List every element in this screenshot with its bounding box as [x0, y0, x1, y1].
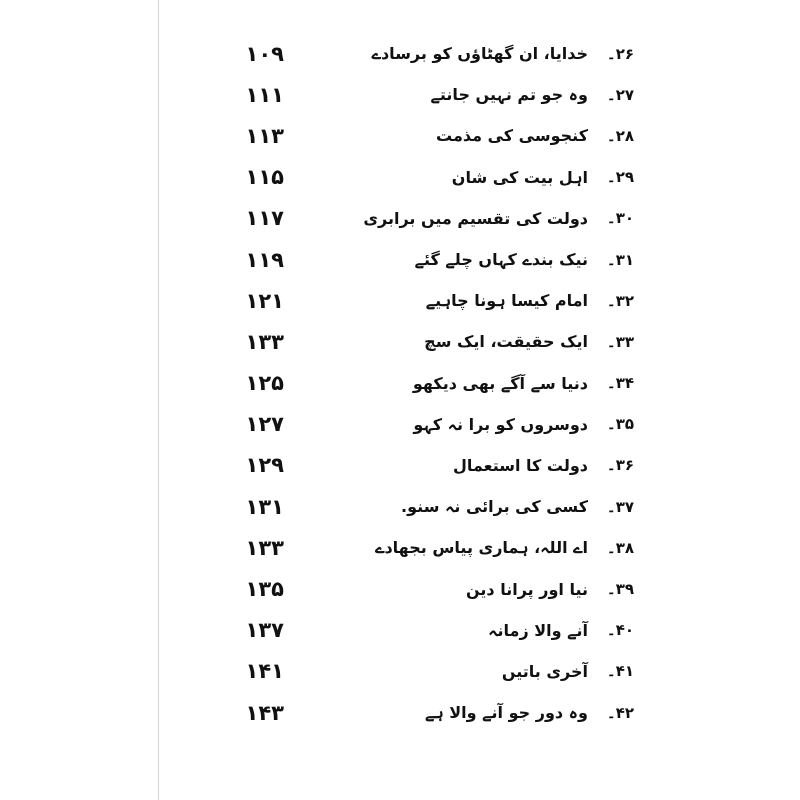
toc-entry-number: ۴۱۔ [606, 662, 634, 681]
toc-page-number: ۱۳۳ [245, 329, 284, 354]
toc-entry [425, 703, 634, 722]
toc-row [204, 651, 634, 692]
toc-entry [413, 374, 634, 393]
toc-entry-title: وہ دور جو آنے والا ہے [424, 703, 588, 723]
toc-row [204, 115, 634, 156]
toc-row [204, 404, 634, 445]
toc-entry-number: ۴۰۔ [606, 621, 634, 640]
toc-entry [488, 621, 634, 640]
toc-entry [413, 415, 634, 434]
toc-entry [502, 662, 634, 681]
toc-entry-title: ایک حقیقت، ایک سچ [424, 332, 588, 352]
toc-entry-title: نیک بندے کہاں چلے گئے [414, 250, 588, 270]
toc-page-number: ۱۱۱ [245, 82, 284, 107]
toc-entry-title: امام کیسا ہونا چاہیے [425, 291, 588, 311]
toc-entry-title: دولت کا استعمال [453, 455, 588, 475]
toc-page-number: ۱۲۱ [245, 288, 284, 313]
toc-entry [452, 168, 634, 187]
toc-row [204, 610, 634, 651]
toc-row [204, 445, 634, 486]
toc-entry-title: وہ جو تم نہیں جانتے [430, 85, 588, 105]
toc-entry-number: ۳۴۔ [606, 374, 634, 393]
toc-entry [363, 209, 634, 228]
toc-entry-title: کنجوسی کی مذمت [436, 126, 588, 146]
toc-row [204, 33, 634, 74]
toc-entry-title: کسی کی برائی نہ سنو. [401, 497, 588, 517]
toc-entry-number: ۳۱۔ [606, 250, 634, 269]
toc-entry-number: ۳۲۔ [606, 291, 634, 310]
toc-entry-title: دولت کی تقسیم میں برابری [363, 208, 588, 228]
toc-entry [375, 538, 634, 557]
toc-row [204, 486, 634, 527]
toc-entry-title: اہل بیت کی شان [451, 167, 588, 187]
toc-entry [436, 126, 634, 145]
table-of-contents [204, 33, 634, 733]
toc-page-number: ۱۴۳ [245, 700, 284, 725]
toc-page-number: ۱۰۹ [245, 41, 284, 66]
toc-entry-number: ۲۹۔ [606, 168, 634, 187]
toc-entry-title: دوسروں کو برا نہ کہو [413, 414, 588, 434]
toc-page-number: ۱۲۵ [245, 371, 284, 396]
toc-row [204, 74, 634, 115]
toc-entry-title: اے اللہ، ہماری پیاس بجھادے [375, 538, 588, 558]
toc-row [204, 692, 634, 733]
toc-row [204, 280, 634, 321]
toc-entry-number: ۳۶۔ [606, 456, 634, 475]
toc-row [204, 568, 634, 609]
toc-entry [424, 332, 634, 351]
toc-entry-number: ۳۰۔ [606, 209, 634, 228]
toc-page-number: ۱۴۱ [245, 659, 284, 684]
toc-page-number: ۱۲۷ [245, 412, 284, 437]
toc-entry [426, 291, 634, 310]
book-page [158, 0, 800, 800]
toc-page-number: ۱۳۵ [245, 577, 284, 602]
toc-entry [372, 44, 634, 63]
toc-row [204, 363, 634, 404]
toc-row [204, 157, 634, 198]
toc-entry-number: ۴۲۔ [606, 703, 634, 722]
toc-entry [466, 580, 634, 599]
toc-entry-number: ۲۶۔ [606, 44, 634, 63]
toc-entry [453, 456, 634, 475]
toc-entry [415, 250, 634, 269]
toc-entry-title: آنے والا زمانہ [488, 620, 588, 640]
toc-page-number: ۱۱۹ [245, 247, 284, 272]
toc-page-number: ۱۳۷ [245, 618, 284, 643]
toc-row [204, 321, 634, 362]
toc-entry-title: نیا اور پرانا دین [466, 579, 588, 599]
toc-page-number: ۱۱۳ [245, 123, 284, 148]
toc-entry-number: ۲۸۔ [606, 126, 634, 145]
toc-entry-number: ۳۵۔ [606, 415, 634, 434]
toc-entry-number: ۳۸۔ [606, 538, 634, 557]
toc-page-number: ۱۳۱ [245, 494, 284, 519]
toc-page-number: ۱۳۳ [245, 535, 284, 560]
toc-entry-title: خدایا، ان گھٹاؤں کو برسادے [371, 44, 588, 64]
toc-page-number: ۱۱۵ [245, 165, 284, 190]
toc-row [204, 239, 634, 280]
toc-entry-number: ۳۷۔ [606, 497, 634, 516]
toc-page-number: ۱۲۹ [245, 453, 284, 478]
toc-entry-title: آخری باتیں [501, 661, 588, 681]
toc-page-number: ۱۱۷ [245, 206, 284, 231]
toc-entry-number: ۳۳۔ [606, 332, 634, 351]
toc-row [204, 527, 634, 568]
toc-entry [401, 497, 634, 516]
toc-entry-title: دنیا سے آگے بھی دیکھو [412, 373, 588, 393]
toc-entry [431, 85, 634, 104]
toc-entry-number: ۲۷۔ [606, 85, 634, 104]
toc-row [204, 198, 634, 239]
toc-entry-number: ۳۹۔ [606, 580, 634, 599]
